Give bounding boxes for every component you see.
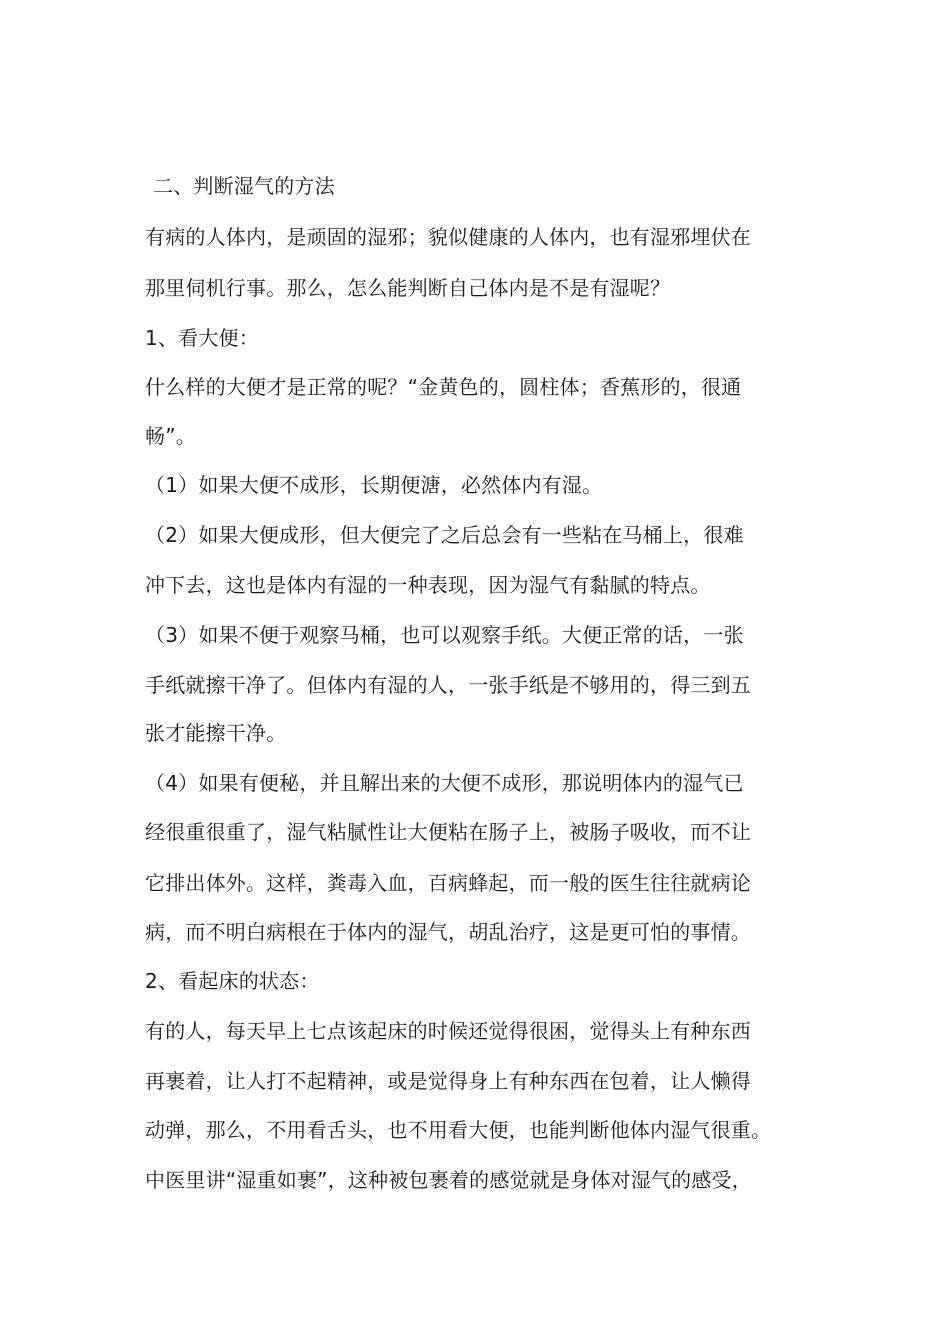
list-item-3: （3）如果不便于观察马桶，也可以观察手纸。大便正常的话，一张 <box>145 623 744 647</box>
section-heading: 二、判断湿气的方法 <box>153 174 335 198</box>
paragraph-line: 冲下去，这也是体内有湿的一种表现，因为湿气有黏腻的特点。 <box>145 573 711 597</box>
subheading-stool: 1、看大便： <box>145 326 259 350</box>
paragraph-line: 中医里讲“湿重如裹”，这种被包裹着的感觉就是身体对湿气的感受， <box>145 1168 752 1192</box>
paragraph-line: 有的人，每天早上七点该起床的时候还觉得很困，觉得头上有种东西 <box>145 1019 751 1043</box>
paragraph-line: 那里伺机行事。那么，怎么能判断自己体内是不是有湿呢？ <box>145 276 671 300</box>
subheading-waking: 2、看起床的状态： <box>145 969 320 993</box>
list-item-1: （1）如果大便不成形，长期便溏，必然体内有湿。 <box>145 473 603 497</box>
paragraph-line: 手纸就擦干净了。但体内有湿的人，一张手纸是不够用的，得三到五 <box>145 673 751 697</box>
paragraph-line: 张才能擦干净。 <box>145 721 287 745</box>
paragraph-line: 动弹，那么，不用看舌头，也不用看大便，也能判断他体内湿气很重。 <box>145 1118 772 1142</box>
paragraph-line: 什么样的大便才是正常的呢？“金黄色的，圆柱体；香蕉形的，很通 <box>145 375 742 399</box>
paragraph-line: 病，而不明白病根在于体内的湿气，胡乱治疗，这是更可怕的事情。 <box>145 920 751 944</box>
list-item-2: （2）如果大便成形，但大便完了之后总会有一些粘在马桶上，很难 <box>145 523 744 547</box>
paragraph-line: 有病的人体内，是顽固的湿邪；貌似健康的人体内，也有湿邪埋伏在 <box>145 225 751 249</box>
paragraph-line: 它排出体外。这样，粪毒入血，百病蜂起，而一般的医生往往就病论 <box>145 871 751 895</box>
list-item-4: （4）如果有便秘，并且解出来的大便不成形，那说明体内的湿气已 <box>145 771 744 795</box>
paragraph-line: 经很重很重了，湿气粘腻性让大便粘在肠子上，被肠子吸收，而不让 <box>145 820 751 844</box>
paragraph-line: 再裹着，让人打不起精神，或是觉得身上有种东西在包着，让人懒得 <box>145 1069 751 1093</box>
paragraph-line: 畅”。 <box>145 424 196 448</box>
